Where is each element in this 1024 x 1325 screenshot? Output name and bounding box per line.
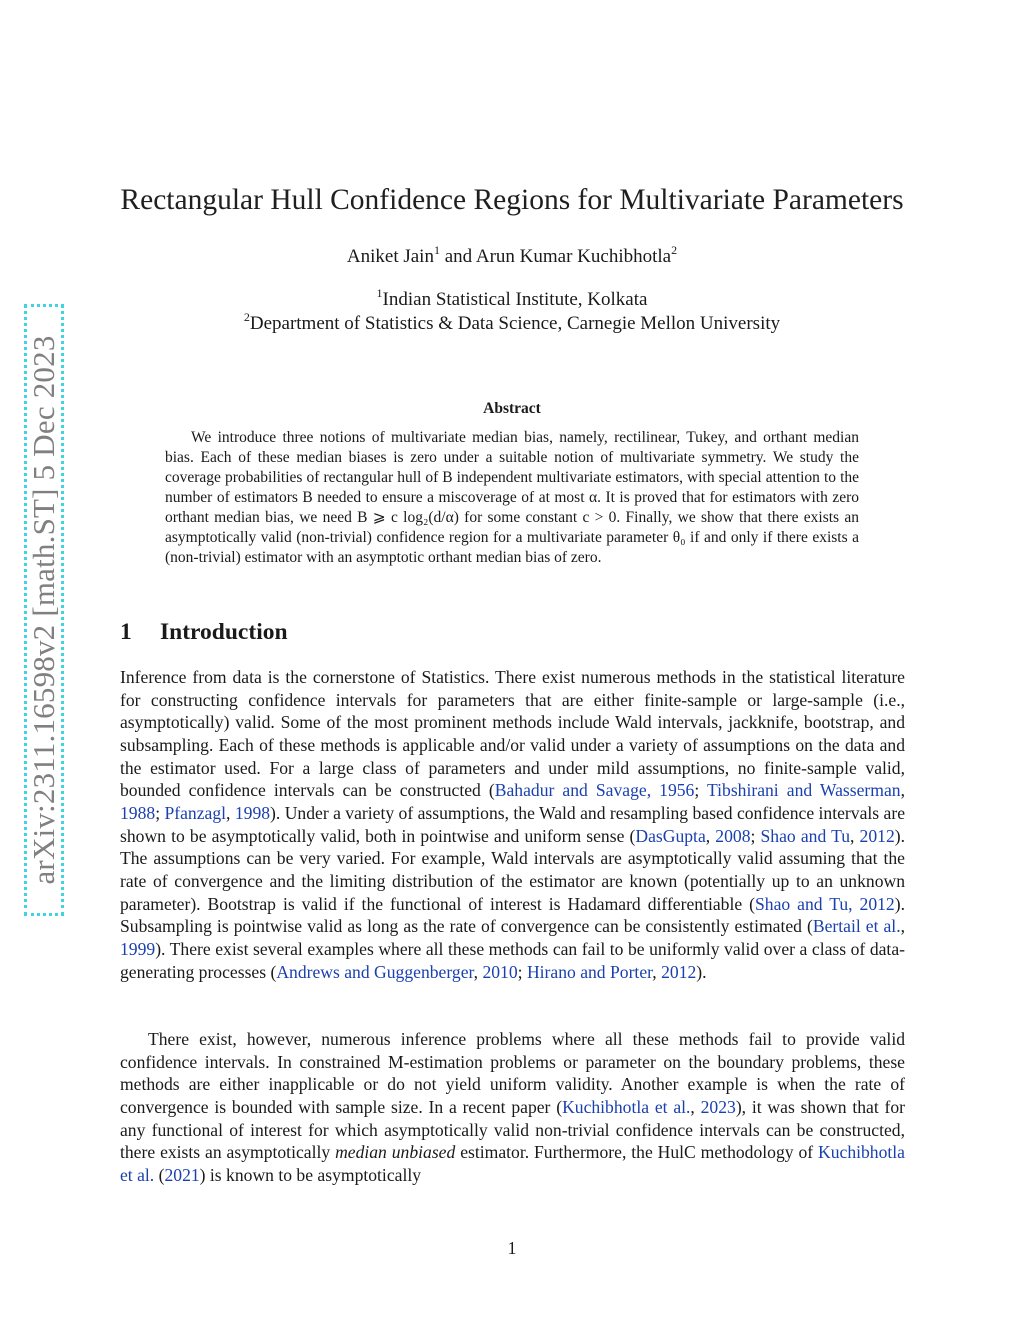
citation-link[interactable]: 1998 [234, 802, 271, 823]
body-text: ). There exist several examples where all these methods can fail to be uniformly valid over a class of data-generating processes ( [120, 938, 905, 982]
introduction-paragraph-2 [120, 1028, 905, 1187]
citation-separator: , [705, 825, 716, 846]
citation-link[interactable]: Bertail et al. [812, 916, 901, 937]
body-text: estimator. Furthermore, the HulC methodology of [455, 1142, 819, 1163]
citation-link[interactable]: 2021 [164, 1164, 200, 1185]
citation-separator: , [900, 916, 905, 937]
citation-link[interactable]: Bahadur and Savage, 1956 [494, 780, 695, 801]
body-text: ). The assumptions can be very varied. For example, Wald intervals are asymptotically valid assuming that the rate of convergence and the limiting distribution of the estimator are known (potentially up to an unknown parameter). Bootstrap is valid if the functional of interest is Hadamard differentiable ( [120, 825, 905, 914]
citation-link[interactable]: Shao and Tu [760, 825, 850, 846]
author-list [0, 243, 1024, 268]
citation-separator: ; [750, 825, 761, 846]
abstract-heading: Abstract [483, 400, 541, 417]
affiliation-2 [0, 310, 1024, 335]
body-text: Inference from data is the cornerstone of Statistics. There exist numerous methods in the statistical literature for constructing confidence intervals for parameters that are either finite-sample or large-sample (i.e., asymptotically) valid. Some of the most prominent methods include Wald intervals, jackknife, bootstrap, and subsampling. Each of these methods is applicable and/or valid under a variety of assumptions on the data and the estimator used. For a large class of parameters and under mild assumptions, no finite-sample valid, bounded confidence intervals can be constructed ( [120, 667, 905, 801]
affiliation-text: Indian Statistical Institute, Kolkata [382, 289, 648, 310]
affiliation-text: Department of Statistics & Data Science, Carnegie Mellon University [249, 313, 781, 334]
body-text: ) is known to be asymptotically [199, 1164, 422, 1185]
citation-link[interactable]: Andrews and Guggenberger [276, 961, 474, 982]
citation-link[interactable]: 2023 [700, 1096, 736, 1117]
body-text: ). Subsampling is pointwise valid as long as the rate of convergence can be consistently estimated ( [120, 893, 905, 937]
citation-link[interactable]: 1988 [120, 802, 156, 823]
body-text: ), it was shown that for any functional of interest for which asymptotically valid non-trivial confidence intervals can be constructed, there exists an asymptotically [120, 1096, 906, 1163]
citation-link[interactable]: Kuchibhotla et al. [562, 1096, 691, 1117]
citation-separator: ( [154, 1164, 165, 1185]
section-number: 1 [120, 619, 132, 645]
citation-separator: , [900, 780, 905, 801]
body-text: ). [696, 961, 707, 982]
citation-link[interactable]: DasGupta [635, 825, 706, 846]
page-number: 1 [507, 1238, 517, 1258]
citation-separator: , [850, 825, 860, 846]
citation-separator: , [690, 1096, 701, 1117]
citation-link[interactable]: Hirano and Porter [526, 961, 653, 982]
emphasized-text: median unbiased [335, 1142, 456, 1163]
citation-link[interactable]: 2008 [715, 825, 751, 846]
citation-separator: , [473, 961, 483, 982]
affiliation-mark: 2 [243, 310, 250, 324]
introduction-paragraph-1 [120, 666, 905, 983]
arxiv-identifier: arXiv:2311.16598v2 [math.ST] 5 Dec 2023 [26, 335, 61, 885]
citation-separator: ; [694, 780, 707, 801]
citation-link[interactable]: 2012 [661, 961, 697, 982]
affiliation-mark: 2 [671, 243, 678, 257]
citation-link[interactable]: Tibshirani and Wasserman [707, 780, 901, 801]
citation-separator: ; [155, 802, 165, 823]
arxiv-identifier-stamp [24, 304, 64, 916]
citation-link[interactable]: 2012 [859, 825, 895, 846]
citation-link[interactable]: 1999 [120, 938, 156, 959]
paper-title: Rectangular Hull Confidence Regions for Multivariate Parameters [120, 184, 904, 216]
author-connector: and [439, 246, 476, 267]
author-name: Aniket Jain [346, 246, 434, 267]
citation-link[interactable]: 2010 [482, 961, 518, 982]
citation-link[interactable]: Pfanzagl [164, 802, 227, 823]
citation-separator: ; [517, 961, 527, 982]
affiliation-mark: 1 [376, 286, 383, 300]
citation-link[interactable]: Kuchibhotla et al. [120, 1142, 905, 1185]
affiliation-1 [0, 286, 1024, 311]
author-name: Arun Kumar Kuchibhotla [475, 246, 672, 267]
section-heading [120, 619, 288, 646]
affiliation-mark: 1 [433, 243, 440, 257]
section-title: Introduction [160, 619, 288, 645]
body-text: ). Under a variety of assumptions, the Wald and resampling based confidence intervals are shown to be asymptotically valid, both in pointwise and uniform sense ( [120, 802, 905, 846]
body-text: There exist, however, numerous inference problems where all these methods fail to provide valid confidence intervals. In constrained M-estimation problems or parameter on the boundary problems, these methods are either inapplicable or do not yield uniform validity. Another example is when the rate of convergence is bounded with sample size. In a recent paper ( [120, 1029, 905, 1117]
abstract-body: We introduce three notions of multivariate median bias, namely, rectilinear, Tukey, and orthant median bias. Each of these median biases is zero under a suitable notion of multivariate symmetry. We study the coverage probabilities of rectangular hull of B independent multivariate estimators, with special attention to the number of estimators B needed to ensure a miscoverage of at most α. It is proved that for estimators with zero orthant median bias, we need B ⩾ c log₂(d/α) for some constant c > 0. Finally, we show that there exists an asymptotically valid (non-trivial) confidence region for a multivariate parameter θ₀ if and only if there exists a (non-trivial) estimator with an asymptotic orthant median bias of zero. [165, 429, 859, 566]
citation-link[interactable]: Shao and Tu, 2012 [755, 893, 895, 914]
citation-separator: , [652, 961, 662, 982]
citation-separator: , [226, 802, 235, 823]
